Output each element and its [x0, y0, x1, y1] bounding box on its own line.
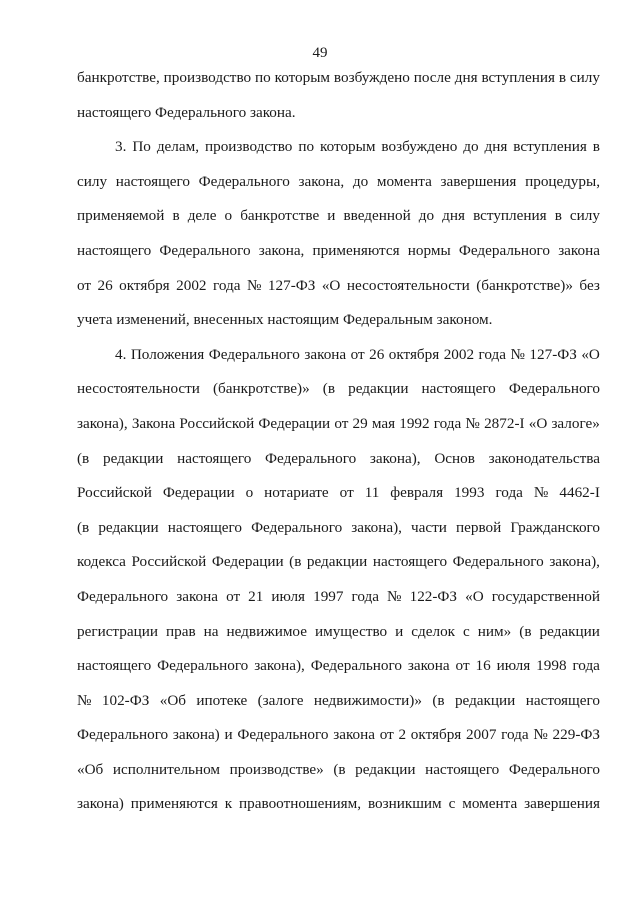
text-line: Федерального закона) и Федерального закона от 2 октября 2007 года № 229-ФЗ	[77, 726, 600, 744]
text-line: «Об исполнительном производстве» (в редакции настоящего Федерального	[77, 760, 600, 778]
text-line: кодекса Российской Федерации (в редакции настоящего Федерального закона),	[77, 553, 600, 571]
text-line: банкротстве, производство по которым возбуждено после дня вступления в силу	[77, 69, 600, 86]
text-line: применяемой в деле о банкротстве и введенной до дня вступления в силу	[77, 207, 600, 225]
page-number: 49	[312, 45, 328, 61]
text-line: настоящего Федерального закона, применяются нормы Федерального закона	[77, 241, 600, 259]
text-line: учета изменений, внесенных настоящим Федеральным законом.	[77, 311, 493, 329]
text-line: настоящего Федерального закона.	[77, 103, 296, 121]
text-line: настоящего Федерального закона), Федерального закона от 16 июля 1998 года	[77, 657, 600, 675]
text-line: Российской Федерации о нотариате от 11 февраля 1993 года № 4462-I	[77, 484, 600, 502]
text-line: силу настоящего Федерального закона, до момента завершения процедуры,	[77, 172, 600, 190]
body-text	[77, 61, 600, 822]
text-line: от 26 октября 2002 года № 127-ФЗ «О несостоятельности (банкротстве)» без	[77, 276, 600, 294]
text-line: Федерального закона от 21 июля 1997 года № 122-ФЗ «О государственной	[77, 587, 600, 605]
text-line: 4. Положения Федерального закона от 26 октября 2002 года № 127-ФЗ «О	[115, 345, 600, 363]
text-line: (в редакции настоящего Федерального закона), Основ законодательства	[77, 449, 600, 467]
text-line: несостоятельности (банкротстве)» (в редакции настоящего Федерального	[77, 380, 600, 398]
text-line: (в редакции настоящего Федерального закона), части первой Гражданского	[77, 518, 600, 536]
text-line: регистрации прав на недвижимое имущество и сделок с ним» (в редакции	[77, 622, 600, 640]
text-line: закона) применяются к правоотношениям, возникшим с момента завершения	[77, 795, 600, 813]
text-line: 3. По делам, производство по которым возбуждено до дня вступления в	[115, 138, 600, 156]
text-line: закона), Закона Российской Федерации от 29 мая 1992 года № 2872-I «О залоге»	[77, 414, 600, 432]
text-line: № 102-ФЗ «Об ипотеке (залоге недвижимости)» (в редакции настоящего	[77, 691, 600, 709]
